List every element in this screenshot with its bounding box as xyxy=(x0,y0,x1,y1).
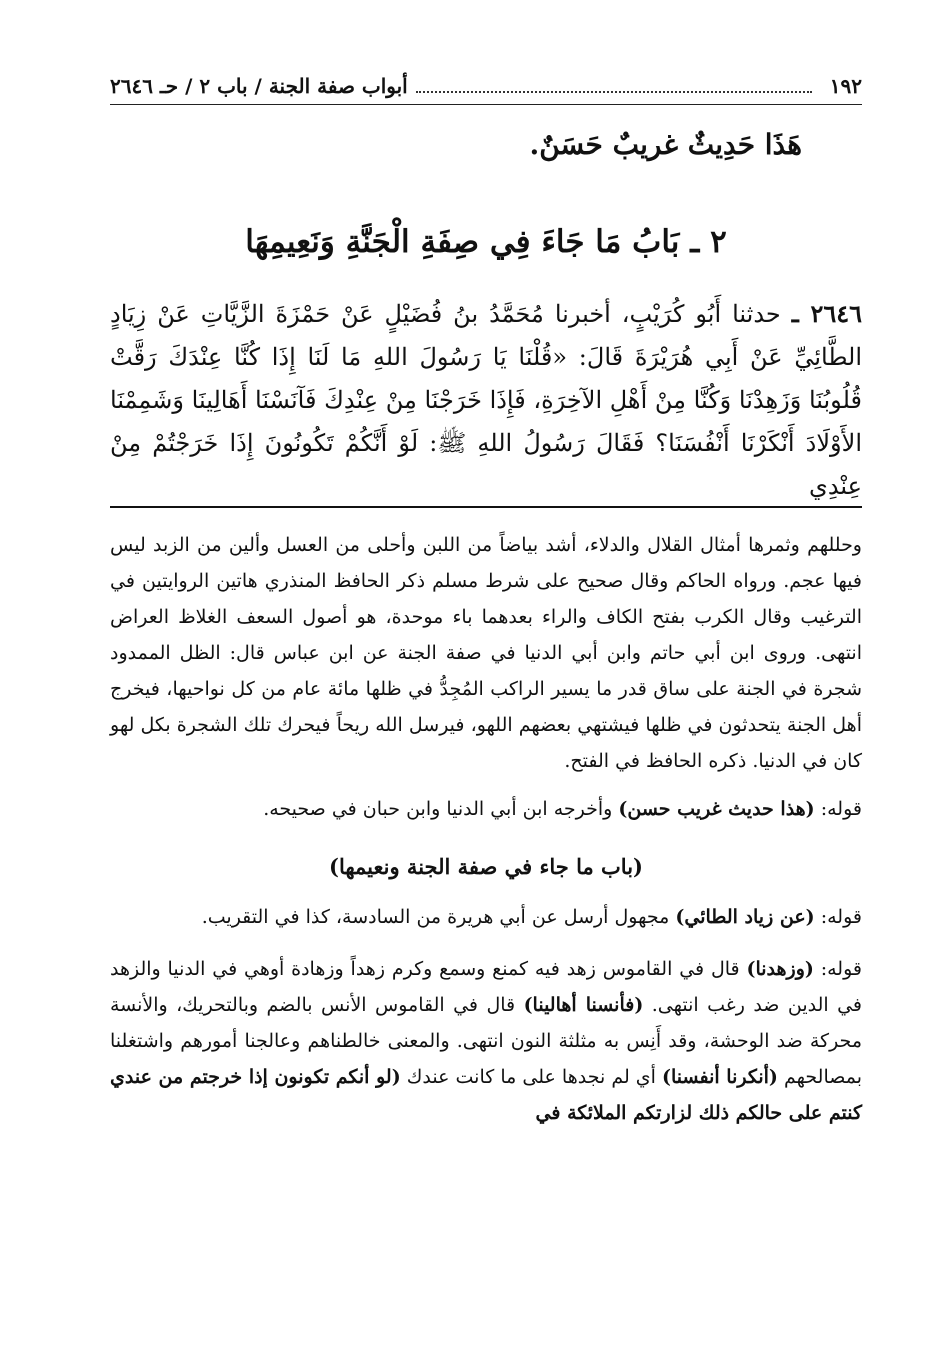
quoted-phrase: (هذا حديث غريب حسن) xyxy=(618,798,815,820)
running-header xyxy=(110,68,862,105)
quoted-phrase: (أنكرنا أنفسنا) xyxy=(662,1066,778,1088)
commentary-text: وأخرجه ابن أبي الدنيا وابن حبان في صحيحه. xyxy=(263,798,613,820)
quoted-phrase: (وزهدنا) xyxy=(746,958,814,980)
commentary-text: قال في القاموس الأنس بالضم وبالتحريك، والأنسة محركة ضد الوحشة، وقد أَنِس به مثلثة النون انتهى. والمعنى خالطناهم وعالجنا أمورهم واشتغلنا بمصالحهم xyxy=(110,994,862,1088)
commentary-paragraph-3 xyxy=(110,899,862,935)
hadith-verdict: هَذَا حَدِيثٌ غريبٌ حَسَنٌ. xyxy=(529,128,802,161)
commentary-paragraph-4 xyxy=(110,951,862,1131)
leader-dots xyxy=(416,79,812,93)
hadith-body: حدثنا أَبُو كُرَيْبٍ، أخبرنا مُحَمَّدُ بنُ فُضَيْلٍ عَنْ حَمْزَةَ الزَّيَّاتِ عَنْ زِيَادٍ الطَّائِيِّ عَنْ أَبِي هُرَيْرَةَ قَالَ: «قُلْنَا يَا رَسُولَ اللهِ مَا لَنَا إِذَا كُنَّا عِنْدَكَ رَقَّتْ قُلُوبُنَا وَزَهِدْنَا وَكُنَّا مِنْ أَهْلِ الآخِرَةِ، فَإِذَا خَرَجْنَا مِنْ عِنْدِكَ فَآنَسْنَا أَهَالِينَا وَشَمِمْنَا الأَوْلَادَ أَنْكَرْنَا أَنْفُسَنَا؟ فَقَالَ رَسُولُ اللهِ ﷺ: لَوْ أَنَّكُمْ تَكُونُونَ إِذَا خَرَجْتُمْ مِنْ عِنْدِي xyxy=(110,300,862,500)
quote-lead: قوله: xyxy=(820,798,862,820)
chapter-title: ٢ ـ بَابُ مَا جَاءَ فِي صِفَةِ الْجَنَّةِ وَنَعِيمِهَا xyxy=(245,224,727,260)
quoted-phrase: (لو أنكم تكونون إذا خرجتم من عندي كنتم على حالكم ذلك لزارتكم الملائكة في xyxy=(110,1066,862,1124)
section-reference: أبواب صفة الجنة / باب ٢ / حـ ٢٦٤٦ xyxy=(110,74,408,98)
page-number: ١٩٢ xyxy=(829,74,862,98)
commentary-text: مجهول أرسل عن أبي هريرة من السادسة، كذا في التقريب. xyxy=(201,906,670,928)
footnote-divider xyxy=(110,506,862,508)
commentary-paragraph-2 xyxy=(110,791,862,827)
quoted-phrase: (فأنسنا أهالينا) xyxy=(523,994,644,1016)
commentary-text: قال في القاموس زهد فيه كمنع وسمع وكرم زهداً وزهادة أوهي في الدنيا والزهد في الدين ضد رغب انتهى. xyxy=(110,958,862,1016)
hadith-number: ٢٦٤٦ ـ xyxy=(791,299,862,328)
commentary-block xyxy=(110,527,862,1131)
quoted-phrase: (عن زياد الطائي) xyxy=(675,906,815,928)
hadith-text-block xyxy=(110,292,862,508)
quote-lead: قوله: xyxy=(820,906,862,928)
commentary-text: أي لم نجدها على ما كانت عندك xyxy=(406,1066,656,1088)
commentary-paragraph-1: وحللهم وثمرها أمثال القلال والدلاء، أشد بياضاً من اللبن وأحلى من العسل وألين من الزبد ليس فيها عجم. ورواه الحاكم وقال صحيح على شرط مسلم ذكر الحافظ المنذري هاتين الروايتين في الترغيب وقال الكرب بفتح الكاف والراء بعدهما باء موحدة، هو أصول السعف الغلاظ العراض انتهى. وروى ابن أبي حاتم وابن أبي الدنيا في صفة الجنة عن ابن عباس قال: الظل الممدود شجرة في الجنة على ساق قدر ما يسير الراكب المُجِدُّ في ظلها مائة عام من كل نواحيها، فيخرج أهل الجنة يتحدثون في ظلها فيشتهي بعضهم اللهو، فيرسل الله ريحاً فيحرك تلك الشجرة بكل لهو كان في الدنيا. ذكره الحافظ في الفتح. xyxy=(110,534,862,772)
hadith-paragraph xyxy=(110,292,862,508)
commentary-sub-heading: (باب ما جاء في صفة الجنة ونعيمها) xyxy=(329,854,643,879)
quote-lead: قوله: xyxy=(820,958,862,980)
